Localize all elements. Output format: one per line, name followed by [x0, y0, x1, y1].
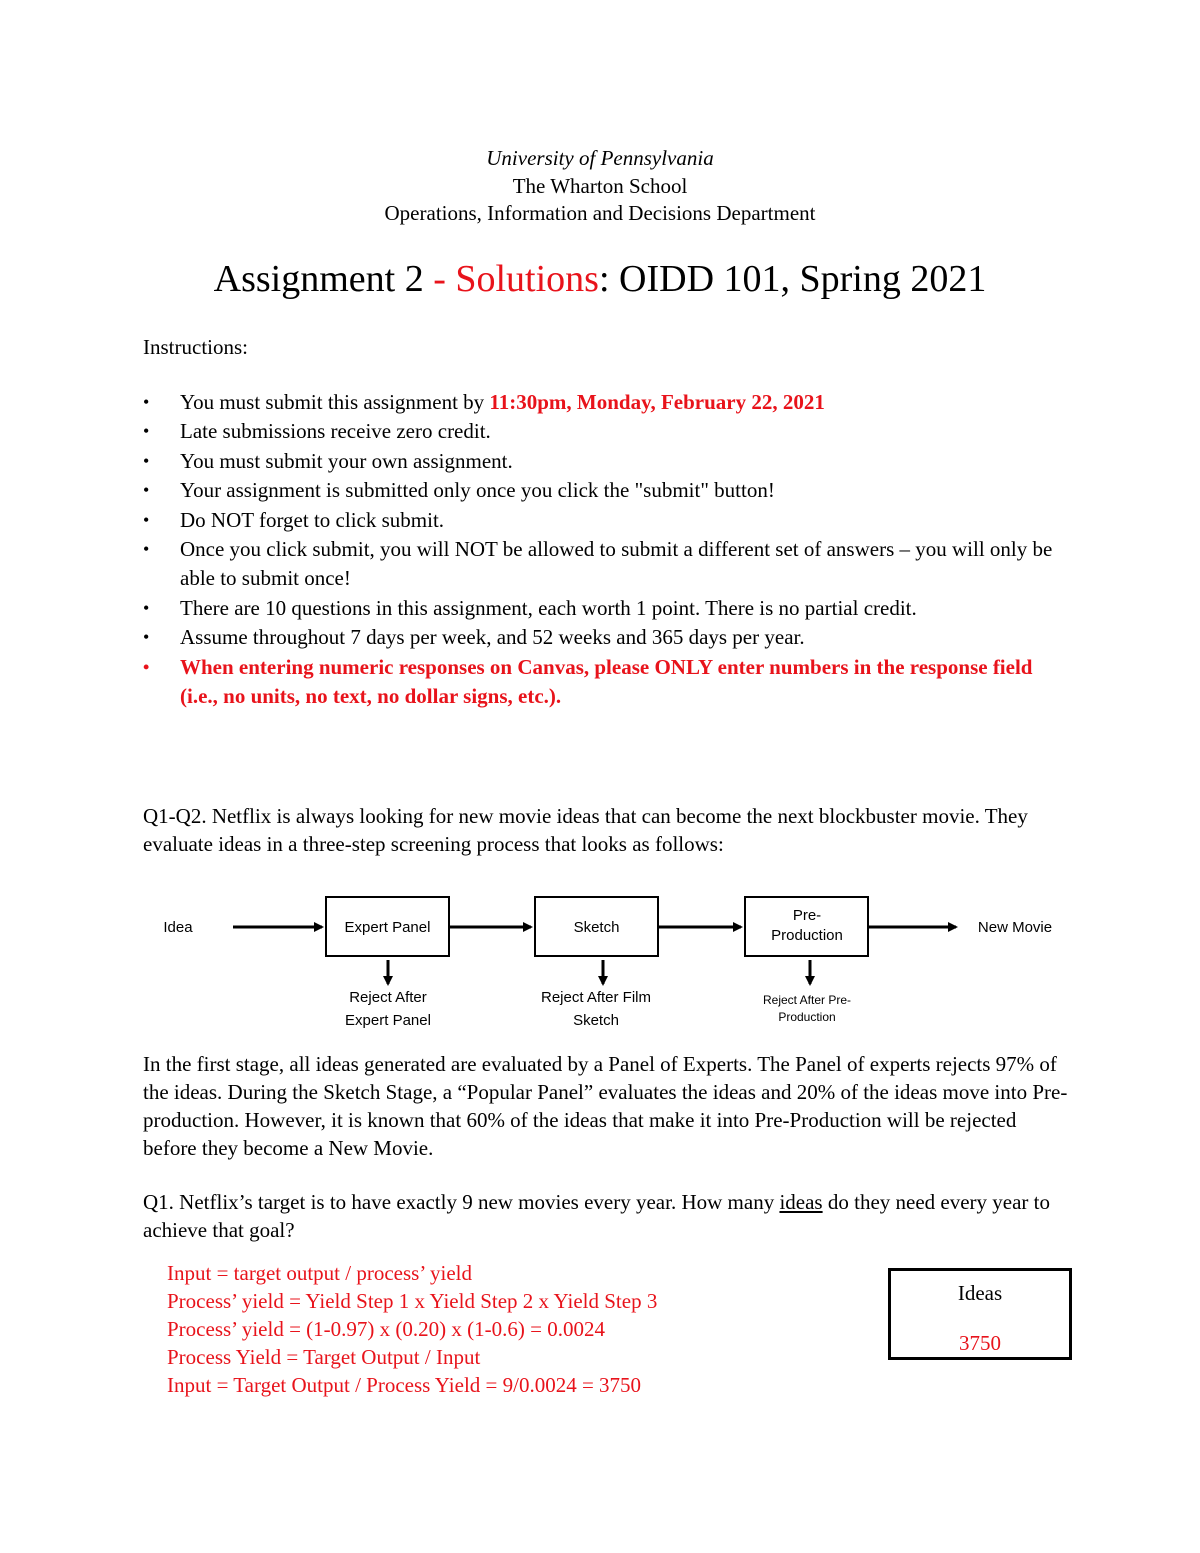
bullet-icon: • — [143, 450, 150, 471]
diagram-end-label: New Movie — [977, 919, 1053, 936]
solution-line: Process’ yield = (1-0.97) x (0.20) x (1-0.6) = 0.0024 — [167, 1317, 605, 1341]
list-item — [140, 388, 1070, 417]
answer-label: Ideas — [957, 1281, 1003, 1305]
deadline: 11:30pm, Monday, February 22, 2021 — [489, 390, 825, 414]
title-part1: Assignment 2 — [213, 258, 434, 300]
diagram-reject3-label: Reject After Pre-Production — [762, 993, 852, 1024]
diagram-stage2-label: Sketch — [573, 919, 620, 936]
instructions-label: Instructions: — [143, 335, 248, 359]
title-solutions: Solutions — [455, 258, 599, 300]
solution-line: Input = Target Output / Process Yield = 9/0.0024 = 3750 — [167, 1373, 642, 1397]
instruction-text: Late submissions receive zero credit. — [180, 419, 491, 444]
bullet-icon: • — [143, 627, 150, 648]
list-item — [140, 623, 1070, 652]
q1-prefix: Q1. Netflix’s target is to have exactly 9 new movies every year. How many — [143, 1190, 780, 1214]
diagram-stage3-label: Pre-Production — [771, 907, 843, 944]
bullet-icon: • — [143, 597, 150, 618]
instruction-text: Once you click submit, you will NOT be allowed to submit a different set of answers – you will only be able to submit once! — [180, 537, 1053, 591]
context-paragraph: In the first stage, all ideas generated are evaluated by a Panel of Experts. The Panel of experts rejects 97% of the ideas. During the Sketch Stage, a “Popular Panel” evaluates the ideas and 20% of the ideas move into Pre-production. However, it is known that 60% of the ideas that make it into Pre-Production will be rejected before they become a New Movie. — [143, 1052, 1068, 1160]
solution-line: Process’ yield = Yield Step 1 x Yield Step 2 x Yield Step 3 — [167, 1289, 658, 1313]
diagram-reject2-label: Reject After Film Sketch — [540, 989, 652, 1029]
q1-question — [143, 1188, 1068, 1244]
intro-paragraph: Q1-Q2. Netflix is always looking for new movie ideas that can become the next blockbuster movie. They evaluate ideas in a three-step screening process that looks as follows: — [143, 804, 1028, 856]
answer-value: 3750 — [959, 1331, 1001, 1355]
solution-line: Process Yield = Target Output / Input — [167, 1345, 481, 1369]
instruction-text: Assume throughout 7 days per week, and 52 weeks and 365 days per year. — [180, 625, 805, 650]
answer-box — [888, 1268, 1072, 1360]
instruction-text: Your assignment is submitted only once you click the "submit" button! — [180, 478, 775, 503]
list-item — [140, 653, 1070, 712]
title-part2: : OIDD 101, Spring 2021 — [598, 258, 987, 300]
diagram-reject1-label: Reject After Expert Panel — [345, 989, 431, 1029]
bullet-icon: • — [143, 656, 150, 677]
department-name: Operations, Information and Decisions Department — [384, 201, 816, 225]
instruction-text: You must submit your own assignment. — [180, 448, 513, 473]
bullet-icon: • — [143, 421, 150, 442]
warning-text: When entering numeric responses on Canvas, please ONLY enter numbers in the response field (i.e., no units, no text, no dollar signs, etc.). — [180, 654, 1033, 709]
q1-solution — [167, 1259, 867, 1399]
instructions-list — [140, 388, 1070, 711]
page-title — [0, 256, 1200, 302]
diagram-start-label: Idea — [163, 919, 193, 936]
list-item — [140, 447, 1070, 476]
list-item — [140, 476, 1070, 505]
diagram-stage1-label: Expert Panel — [344, 919, 431, 936]
bullet-icon: • — [143, 509, 150, 530]
deadline-prefix: You must submit this assignment by — [180, 390, 490, 414]
list-item — [140, 594, 1070, 623]
q1-suffix: do they need every year to achieve that goal? — [143, 1190, 1051, 1242]
bullet-icon: • — [143, 392, 150, 412]
list-item — [140, 417, 1070, 446]
title-dash: - — [433, 258, 456, 300]
bullet-icon: • — [143, 539, 150, 560]
instruction-text: There are 10 questions in this assignment, each worth 1 point. There is no partial credit. — [180, 595, 917, 620]
solution-line: Input = target output / process’ yield — [167, 1261, 473, 1285]
university-name: University of Pennsylvania — [486, 146, 714, 170]
q1-emph: ideas — [779, 1190, 823, 1214]
bullet-icon: • — [143, 480, 150, 501]
instruction-text: Do NOT forget to click submit. — [180, 507, 445, 532]
list-item — [140, 506, 1070, 535]
list-item — [140, 535, 1070, 594]
school-name: The Wharton School — [512, 174, 688, 198]
